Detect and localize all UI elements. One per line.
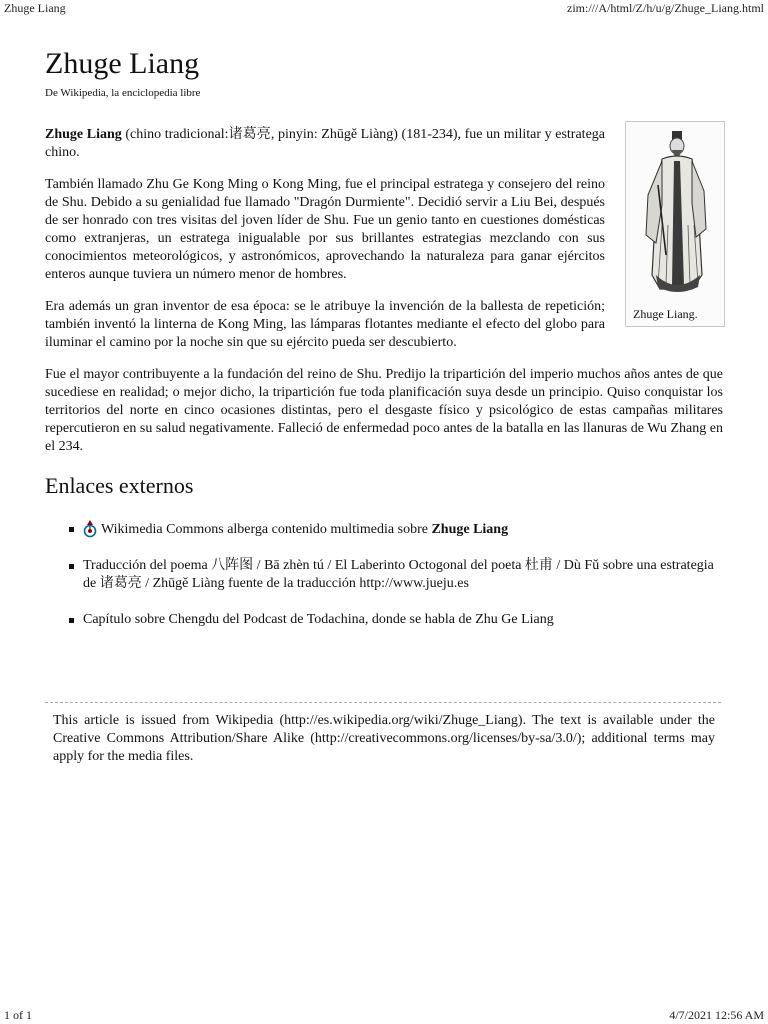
page-count: 1 of 1 bbox=[4, 1008, 32, 1022]
print-header bbox=[0, 1, 768, 15]
paragraph-aliases: También llamado Zhu Ge Kong Ming o Kong Ming, fue el principal estratega y consejero del reino de Shu. Debido a su genialidad fue llamado "Dragón Durmiente". Decidió servir a Liu Bei, después de ser honrado con tres visitas del joven líder de Shu. Fue un genio tanto en cuestiones domésticas como extranjeras, un estratega inigualable por sus brillantes estrategias mezclando con sus conocimientos meteorológicos, y astronómicos, aprovechando la naturaleza para ganar ejércitos enteros aunque tuviera un número menor de hombres. bbox=[45, 177, 605, 282]
podcast-link[interactable]: Capítulo sobre Chengdu del Podcast de Todachina, donde se habla de Zhu Ge Liang bbox=[83, 612, 554, 627]
intro-subject: Zhuge Liang bbox=[45, 127, 122, 142]
print-header-url: zim:///A/html/Z/h/u/g/Zhuge_Liang.html bbox=[567, 1, 764, 15]
intro-text: (chino tradicional:诸葛亮, pinyin: Zhūgě Liàng) (181-234), fue un militar y estratega chino. bbox=[45, 127, 606, 160]
license-notice: This article is issued from Wikipedia (http://es.wikipedia.org/wiki/Zhuge_Liang). The text is available under the Creative Commons Attribution/Share Alike (http://creativecommons.org/licenses/by-sa/3.0/); additional terms may apply for the media files. bbox=[53, 713, 715, 764]
infobox-caption: Zhuge Liang. bbox=[633, 307, 698, 321]
translation-link[interactable]: Traducción del poema 八阵图 / Bā zhèn tú / El Laberinto Octogonal del poeta 杜甫 / Dù Fǔ sobre una estrategia de 诸葛亮 / Zhūgě Liàng fuente de la traducción http://www.jueju.es bbox=[83, 558, 714, 591]
divider bbox=[45, 702, 721, 703]
paragraph-inventor: Era además un gran inventor de esa época: se le atribuye la invención de la ballesta de repetición; también inventó la linterna de Kong Ming, las lámparas flotantes mediante el efecto del globo para iluminar el camino por la noche sin que su ejército pueda ser descubierto. bbox=[45, 299, 605, 350]
intro-paragraph bbox=[45, 126, 723, 162]
wikimedia-commons-icon[interactable] bbox=[83, 520, 97, 538]
list-item bbox=[69, 520, 723, 539]
infobox bbox=[625, 121, 725, 327]
portrait-image[interactable] bbox=[632, 125, 718, 301]
commons-link-text[interactable]: Wikimedia Commons alberga contenido multimedia sobre bbox=[101, 522, 432, 537]
list-item bbox=[69, 557, 723, 593]
paragraph-shu: Fue el mayor contribuyente a la fundación del reino de Shu. Predijo la tripartición del imperio muchos años antes de que sucediese en realidad; o mejor dicho, la tripartición fue toda planificación suya desde un principio. Quiso conquistar los territorios del norte en cinco ocasiones distintas, pero el desgaste físico y psicológico de estas campañas militares repercutieron en su salud negativamente. Falleció de enfermedad poco antes de la batalla en las llanuras de Wu Zhang en el 234. bbox=[45, 367, 723, 454]
article-body bbox=[45, 126, 723, 629]
print-timestamp: 4/7/2021 12:56 AM bbox=[669, 1008, 764, 1022]
section-heading-external-links: Enlaces externos bbox=[45, 473, 194, 498]
print-footer bbox=[0, 1008, 768, 1022]
article bbox=[45, 46, 723, 647]
commons-link-subject[interactable]: Zhuge Liang bbox=[431, 522, 509, 537]
list-item bbox=[69, 611, 723, 629]
page-tagline: De Wikipedia, la enciclopedia libre bbox=[45, 87, 201, 99]
print-header-title: Zhuge Liang bbox=[4, 1, 66, 15]
external-links-list bbox=[45, 520, 723, 629]
page-title: Zhuge Liang bbox=[45, 47, 200, 80]
